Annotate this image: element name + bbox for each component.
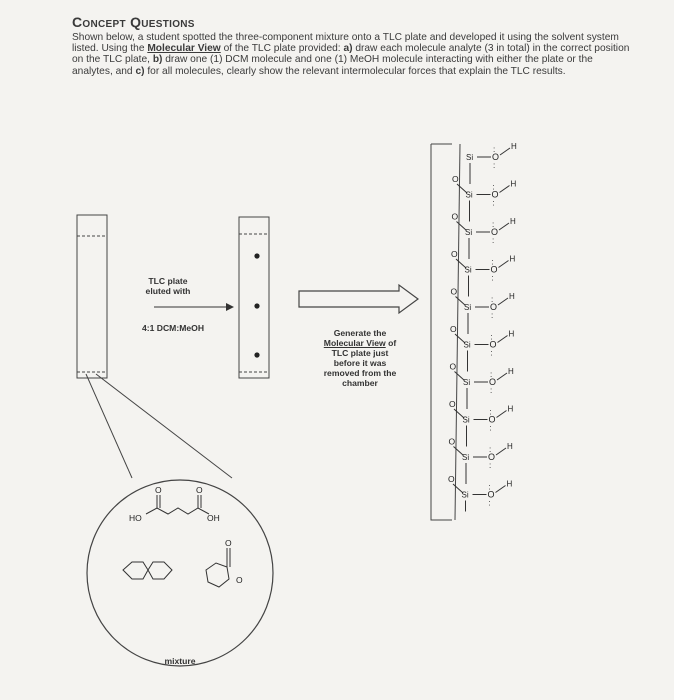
lone-pair-top: :	[491, 295, 494, 304]
lone-pair-top: :	[492, 182, 495, 192]
lone-pair-bottom: :	[493, 161, 496, 170]
part-c-text: for all molecules, clearly show the relevant intermolecular forces that explain the TLC results.	[144, 65, 566, 77]
oh-label: OH	[207, 513, 220, 523]
surface-o-atom: O	[488, 414, 496, 425]
arrow-right-icon	[154, 303, 234, 311]
lone-pair-top: :	[491, 257, 494, 267]
si-atom: Si	[462, 453, 470, 462]
tlc-label-line2: eluted with	[145, 286, 191, 296]
lone-pair-bottom: :	[488, 498, 491, 508]
lone-pair-top: :	[490, 370, 493, 379]
generate-line4: before it was	[333, 358, 387, 368]
h-atom: H	[508, 367, 514, 376]
o-h-bond	[499, 261, 509, 268]
bridge-o-atom: O	[450, 286, 458, 297]
part-c-label: c)	[135, 65, 145, 77]
generate-line3: TLC plate just	[331, 348, 389, 358]
h-atom: H	[506, 479, 513, 489]
si-atom: Si	[463, 340, 471, 350]
lone-pair-bottom: :	[490, 348, 493, 358]
bridge-o-atom: O	[451, 249, 458, 259]
carbonyl-o-left: O	[155, 485, 162, 495]
surface-o-atom: O	[489, 339, 497, 350]
solvent-label: 4:1 DCM:MeOH	[141, 323, 205, 333]
developed-plate-outline	[239, 217, 269, 378]
carbonyl-o-right: O	[196, 485, 203, 495]
silica-backing-outline	[431, 144, 452, 520]
generate-line6: chamber	[342, 378, 378, 388]
part-a-label: a)	[343, 43, 353, 55]
o-h-bond	[496, 486, 506, 493]
generate-line1: Generate the	[333, 328, 387, 338]
si-atom: Si	[463, 378, 471, 387]
lone-pair-top: :	[489, 445, 492, 454]
surface-o-atom: O	[489, 377, 497, 387]
generate-line5: removed from the	[323, 368, 397, 378]
zoom-line-right	[96, 374, 232, 478]
lone-pair-bottom: :	[489, 461, 492, 470]
h-atom: H	[510, 217, 516, 226]
molecule-ketone	[206, 548, 230, 587]
generate-molecular-view: Molecular View	[323, 338, 386, 348]
bridge-o-atom: O	[450, 324, 457, 334]
spot-top	[254, 253, 259, 258]
mixture-circle	[87, 480, 273, 666]
si-atom: Si	[465, 190, 473, 200]
surface-o-atom: O	[490, 302, 498, 312]
lone-pair-bottom: :	[489, 423, 492, 433]
si-atom: Si	[464, 303, 472, 312]
o-h-bond	[497, 373, 507, 380]
lone-pair-top: :	[490, 332, 493, 342]
surface-o-atom: O	[487, 489, 495, 500]
o-h-bond	[498, 336, 508, 343]
part-b-text: draw one (1) DCM molecule and one (1) MeOH molecule interacting with either the plate or the analytes, and	[72, 54, 593, 77]
lone-pair-top: :	[488, 482, 491, 492]
h-atom: H	[510, 179, 517, 189]
si-atom: Si	[465, 228, 473, 237]
h-atom: H	[511, 142, 517, 151]
ring-o: O	[236, 575, 243, 585]
lone-pair-bottom: :	[491, 273, 494, 283]
si-atom: Si	[461, 490, 469, 500]
prompt-part-2: of the TLC plate provided:	[220, 43, 344, 55]
h-atom: H	[507, 404, 514, 414]
tlc-plate-outline	[77, 215, 107, 378]
zoom-line-left	[86, 374, 132, 478]
surface-o-atom: O	[492, 152, 500, 162]
lone-pair-top: :	[489, 407, 492, 417]
ho-label: HO	[129, 513, 142, 523]
part-a-text: draw each molecule analyte (3 in total) in the correct position on the TLC plate,	[72, 43, 630, 66]
generate-of: of	[385, 338, 397, 348]
molecule-diacid	[146, 495, 209, 514]
o-h-bond	[496, 448, 506, 455]
mixture-label: mixture	[164, 656, 196, 666]
bridge-o-atom: O	[448, 436, 456, 447]
bridge-o-atom: O	[452, 174, 459, 184]
part-b-label: b)	[152, 54, 163, 66]
o-h-bond	[500, 148, 510, 155]
lone-pair-bottom: :	[491, 311, 494, 320]
o-h-bond	[498, 298, 508, 305]
lone-pair-bottom: :	[492, 198, 495, 208]
h-atom: H	[508, 329, 515, 339]
h-atom: H	[509, 254, 516, 264]
molecule-bicyclic	[123, 562, 172, 579]
bridge-o-atom: O	[451, 211, 459, 222]
lone-pair-top: :	[493, 145, 496, 154]
bridge-o-atom: O	[449, 361, 457, 372]
lone-pair-bottom: :	[492, 236, 495, 245]
spot-middle	[254, 303, 259, 308]
silica-surface	[448, 142, 517, 512]
hollow-arrow-icon	[299, 285, 418, 313]
surface-o-atom: O	[491, 227, 499, 237]
prompt-part-1: Shown below, a student spotted the three-component mixture onto a TLC plate and developed it using the solvent system listed. Using the	[72, 32, 619, 55]
o-h-bond	[499, 223, 509, 230]
si-atom: Si	[466, 153, 474, 162]
bridge-o-atom: O	[448, 474, 455, 484]
o-h-bond	[500, 186, 510, 193]
tlc-label-line1: TLC plate	[148, 276, 188, 286]
h-atom: H	[509, 292, 515, 301]
molecular-view-term: Molecular View	[147, 43, 221, 55]
si-atom: Si	[462, 415, 470, 425]
page-title: Concept Questions	[72, 14, 195, 30]
surface-o-atom: O	[490, 264, 498, 275]
o-h-bond	[497, 411, 507, 418]
spot-bottom	[254, 352, 259, 357]
lone-pair-bottom: :	[490, 386, 493, 395]
surface-o-atom: O	[488, 452, 496, 462]
ketone-o: O	[225, 538, 232, 548]
surface-o-atom: O	[491, 189, 499, 200]
h-atom: H	[507, 442, 513, 451]
lone-pair-top: :	[492, 220, 495, 229]
si-atom: Si	[464, 265, 472, 275]
bridge-o-atom: O	[449, 399, 456, 409]
